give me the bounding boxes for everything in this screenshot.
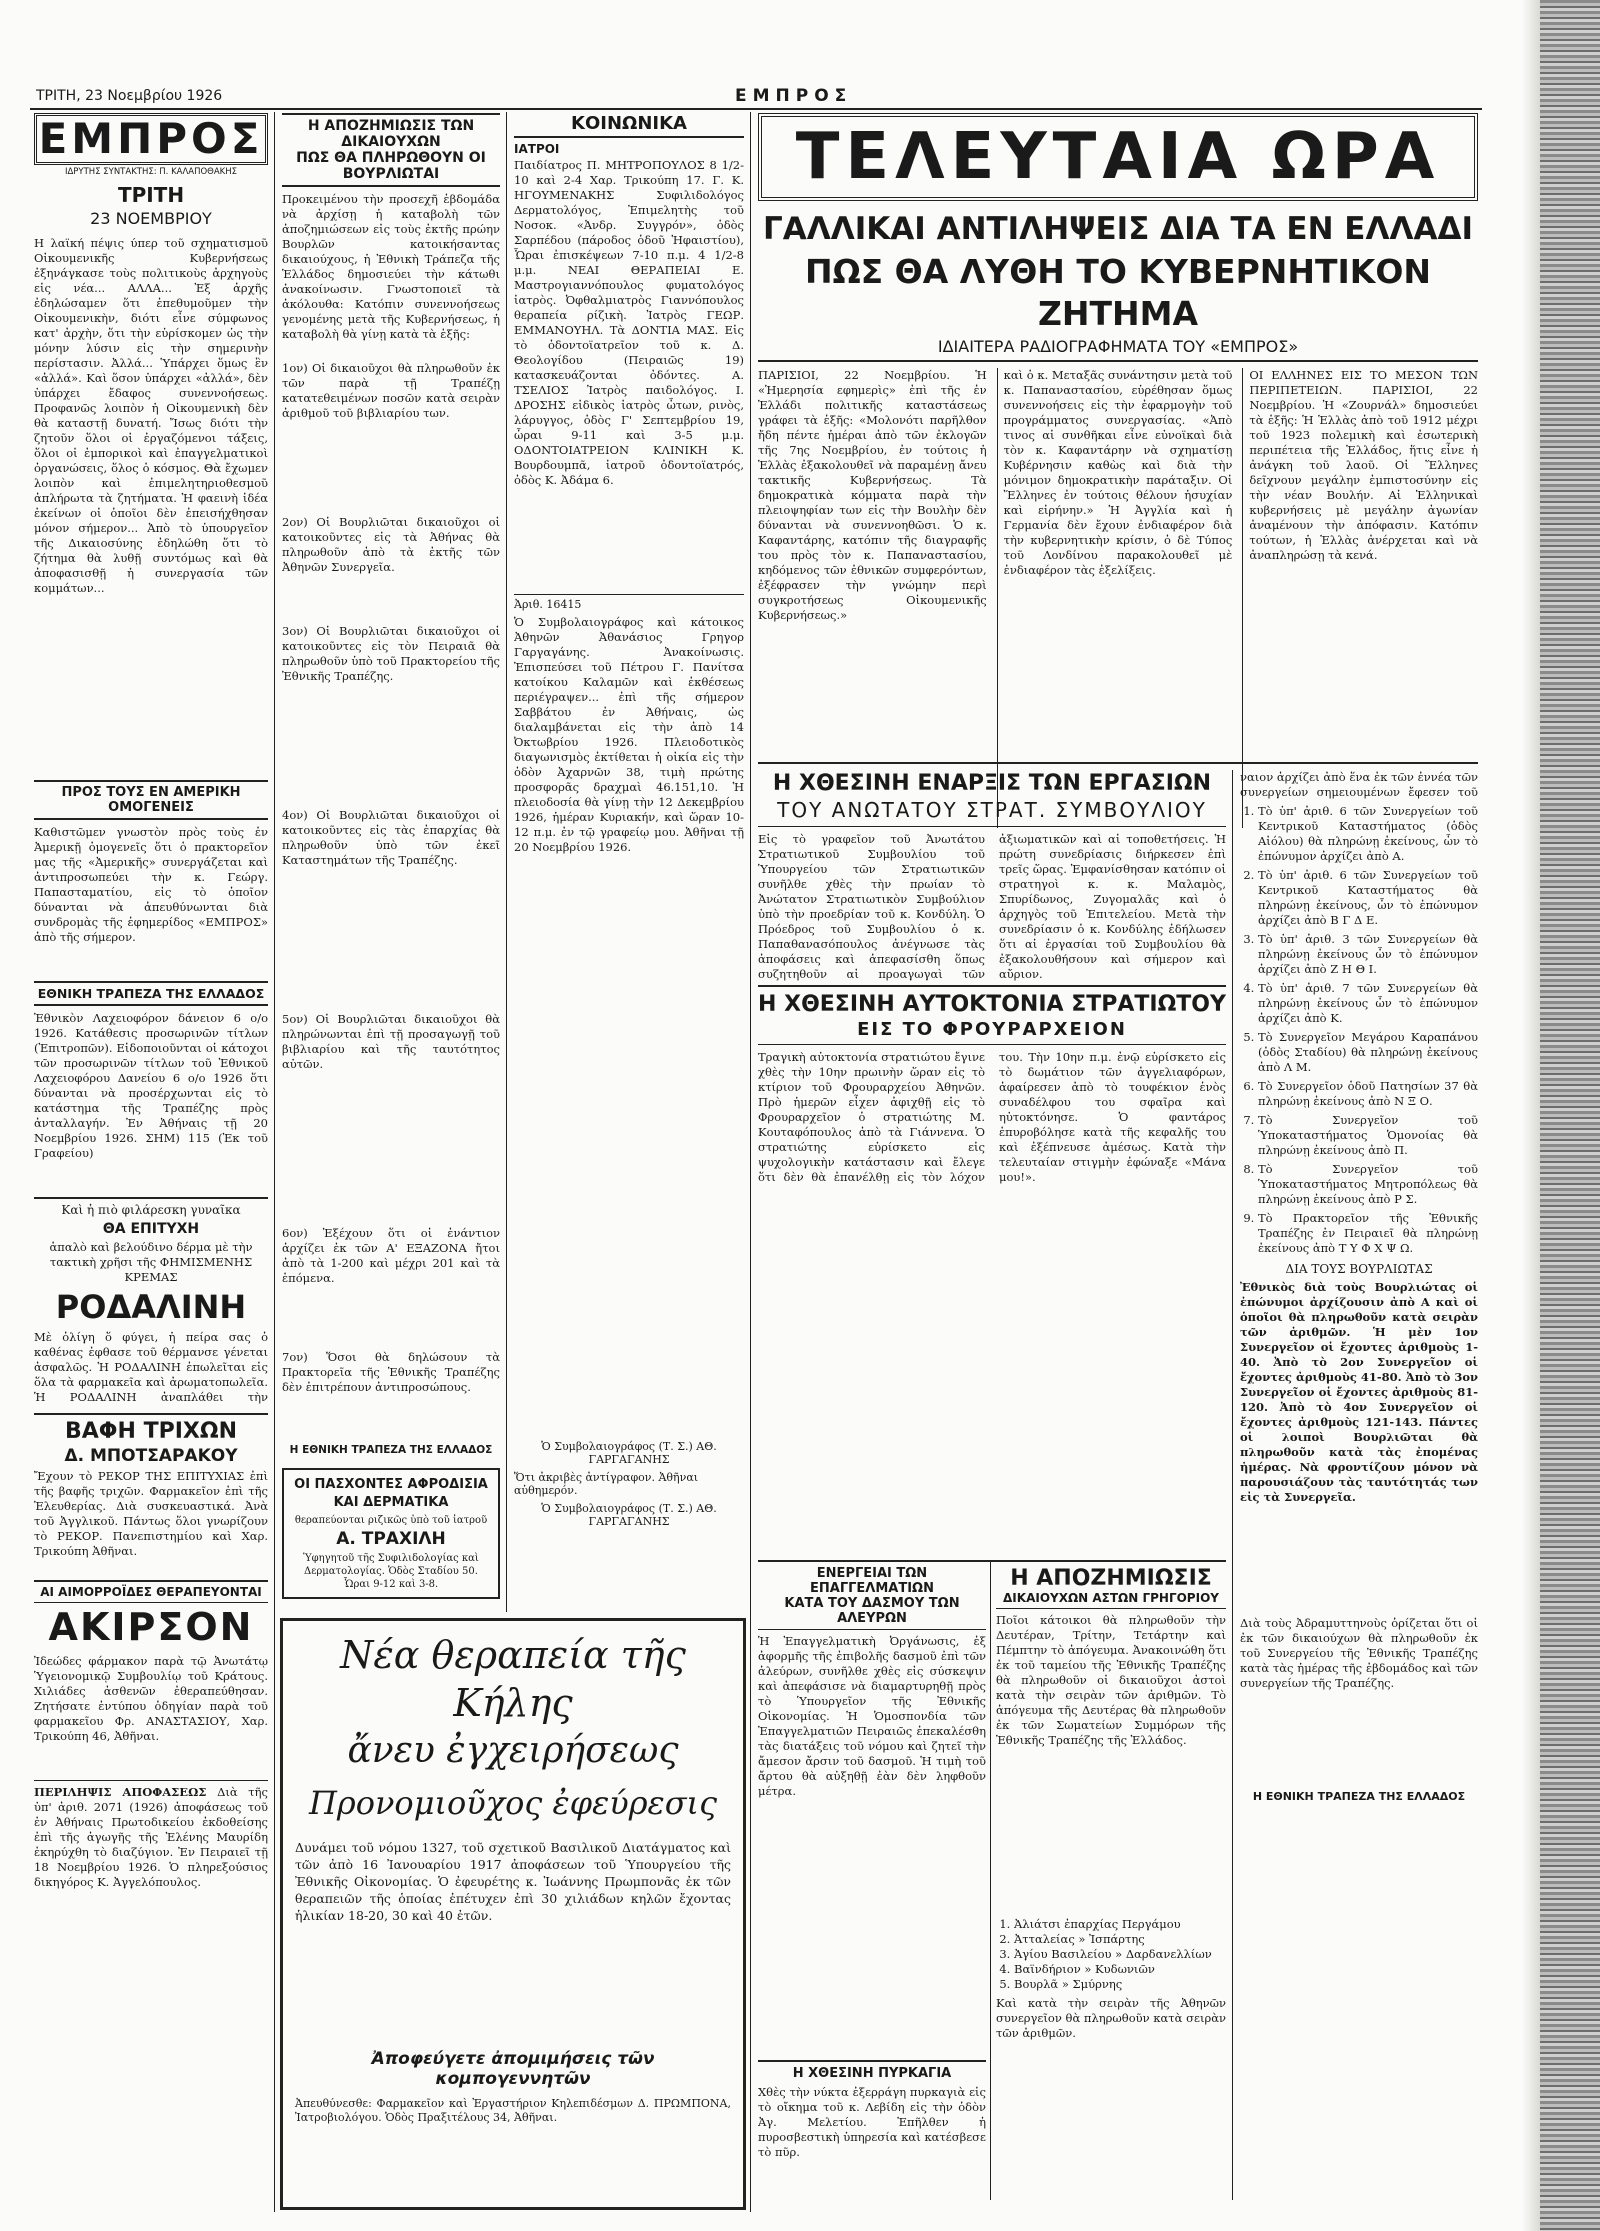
council-title: Η ΧΘΕΣΙΝΗ ΕΝΑΡΞΙΣ ΤΩΝ ΕΡΓΑΣΙΩΝ <box>772 771 1212 796</box>
court-notice <box>34 1780 268 1935</box>
compensation-title: Η ΑΠΟΖΗΜΙΩΣΙΣ <box>1010 1566 1212 1591</box>
col2-item4: 4ον) Οἱ Βουρλιῶται δικαιοῦχοι οἱ κατοικοῦντες εἰς τὰς ἐπαρχίας θὰ πληρωθοῦν ὑπὸ τῶν ἐκεῖ Καταστημάτων τῆς Τραπέζης. <box>282 808 500 867</box>
right-list <box>1240 804 1478 1256</box>
hernia-line2: ἄνευ ἐγχειρήσεως <box>347 1730 679 1771</box>
notary-sign1: Ὁ Συμβολαιογράφος (Τ. Σ.) ΑΘ. ΓΑΡΓΑΓΑΝΗΣ <box>541 1440 717 1466</box>
blood-brand: ΑΚΙΡΣΟΝ <box>48 1605 254 1649</box>
last-hour-h1: ΓΑΛΛΙΚΑΙ ΑΝΤΙΛΗΨΕΙΣ ΔΙΑ ΤΑ ΕΝ ΕΛΛΑΔΙ <box>762 211 1473 247</box>
right-body2: Διὰ τοὺς Ἀδραμυττηνοὺς ὁρίζεται ὅτι οἱ ἐκ τῶν δικαιούχων θὰ πληρωθοῦν ἐκ τοῦ Συνεργείου τῆς Ἐθνικῆς Τραπέζης κατὰ τὰς ἡμέρας τῆς ἐβδομάδος καὶ τῶν συνεργείων τῆς Τραπέζης. <box>1240 1616 1478 1690</box>
america-title: ΠΡΟΣ ΤΟΥΣ ΕΝ ΑΜΕΡΙΚΗ ΟΜΟΓΕΝΕΙΣ <box>34 780 268 820</box>
venereal-text: Ὑφηγητοῦ τῆς Συφιλιδολογίας καὶ Δερματολογίας. Ὁδὸς Σταδίου 50. Ὧραι 9-12 καὶ 3-8. <box>303 1553 479 1590</box>
right-column <box>1240 770 1478 1803</box>
venereal-name: Α. ΤΡΑΧΙΛΗ <box>336 1529 446 1549</box>
list-item: 4. Βαϊνδήριον » Κυδωνιῶν <box>1014 1962 1226 1977</box>
col2-item6: 6ον) Ἐξέχουν ὅτι οἱ ἐνάντιον ἀρχίζει ἐκ τῶν Α' ΕΞΑΖΟΝΑ ἤτοι ἀπὸ τὰ 1-200 καὶ μέχρι 201 καὶ τὰ ἑπόμενα. <box>282 1226 500 1285</box>
list-item: 6. Τὸ Συνεργεῖον ὁδοῦ Πατησίων 37 θὰ πληρώνῃ ἐκείνους ἀπὸ Ν Ξ Ο. <box>1258 1079 1478 1109</box>
col1-masthead: ΕΜΠΡΟΣ <box>34 113 268 165</box>
list-item: 1. Τὸ ὑπ' ἀριθ. 6 τῶν Συνεργείων τοῦ Κεντρικοῦ Καταστήματος (ὁδὸς Αἰόλου) θὰ πληρώνῃ ἐκείνους, ὧν τὸ ἐπώνυμον ἀρχίζει ἀπὸ Α. <box>1258 804 1478 864</box>
col1-date: 23 ΝΟΕΜΒΡΙΟΥ <box>90 209 212 228</box>
workers-body: Ἡ Ἐπαγγελματικὴ Ὀργάνωσις, ἐξ ἀφορμῆς τῆς ἐπιβολῆς δασμοῦ ἐπὶ τῶν ἀλεύρων, συνῆλθε χθὲς εἰς σύσκεψιν καὶ ἀπεφάσισε νὰ διαμαρτυρηθῇ πρὸς τὸ Ὑπουργεῖον τῆς Ἐθνικῆς Οἰκονομίας. Ἡ Ὁμοσπονδία τῶν Ἐπαγγελματιῶν Πειραιῶς ἐπεκαλέσθη τὰς διατάξεις τοῦ νόμου καὶ ζητεῖ τὴν ἄμεσον ἄρσιν τοῦ δασμοῦ. Ἡ τιμὴ τοῦ ἄρτου θὰ αὐξηθῇ ἐὰν δὲν ληφθοῦν μέτρα. <box>758 1634 986 1798</box>
col2-body1: Προκειμένου τὴν προσεχῆ ἑβδομάδα νὰ ἀρχίσῃ ἡ καταβολὴ τῶν ἀποζημιώσεων εἰς τοὺς ἐκτῆς πρώην Βουρλῶν κατοικήσαντας δικαιούχους, ἡ Ἐθνικὴ Τράπεζα τῆς Ἑλλάδος δημοσιεύει τὴν κάτωθι ἀνακοίνωσιν. Γνωστοποιεῖ τὰ ἀκόλουθα: Κατόπιν συνεννοήσεως γενομένης μετὰ τῆς Κυβερνήσεως, ἡ καταβολὴ θὰ γίνῃ κατὰ τὰ ἑξῆς: <box>282 192 500 341</box>
notary-sign2: Ὁ Συμβολαιογράφος (Τ. Σ.) ΑΘ. ΓΑΡΓΑΓΑΝΗΣ <box>541 1502 717 1528</box>
list-item: 2. Τὸ ὑπ' ἀριθ. 6 τῶν Συνεργείων τοῦ Κεντρικοῦ Καταστήματος θὰ πληρώνῃ ἐκείνους, ὧν τὸ ἐπώνυμον ἀρχίζει ἀπὸ Β Γ Δ Ε. <box>1258 868 1478 928</box>
col2-item3: 3ον) Οἱ Βουρλιῶται δικαιοῦχοι οἱ κατοικοῦντες εἰς τὸν Πειραιᾶ θὰ πληρωθοῦν ὑπὸ τοῦ Πρακτορείου τῆς Ἐθνικῆς Τραπέζης. <box>282 624 500 683</box>
list-item: 3. Τὸ ὑπ' ἀριθ. 3 τῶν Συνεργείων θὰ πληρώνῃ ἐκείνους ὧν τὸ ἐπώνυμον ἀρχίζει ἀπὸ Ζ Η Θ Ι. <box>1258 932 1478 977</box>
notice-number: Ἀριθ. 16415 <box>514 594 744 611</box>
hernia-slogan: Ἀποφεύγετε ἀπομιμήσεις τῶν κομπογεννητῶν <box>371 2049 655 2089</box>
venereal-ad <box>282 1468 500 1599</box>
right-body: Ἐθνικὸς διὰ τοὺς Βουρλιώτας οἱ ἐπώνυμοι ἀρχίζουσιν ἀπὸ Α καὶ οἱ ὁποῖοι θὰ πληρωθοῦν κατὰ σειρὰν τῶν ἀριθμῶν. Ἡ μὲν 1ον Συνεργεῖον οἱ ἔχοντες ἀριθμοὺς 1-40. Ἀπὸ τὸ 2ον Συνεργεῖον οἱ ἔχοντες ἀριθμοὺς 41-80. Ἀπὸ τὸ 3ον Συνεργεῖον οἱ ἔχοντες ἀριθμοὺς 81-120. Ἀπὸ τὸ 4ον Συνεργεῖον οἱ ἔχοντες ἀριθμοὺς 121-143. Πάντες οἱ λοιποὶ Βουρλιῶται θὰ πληρωθοῦν κατὰ τὰς ἐπομένας ἡμέρας. Νὰ φροντίζουν μόνον νὰ παρουσιάζουν τὰς ταυτότητάς των εἰς τὰ Συνεργεῖα. <box>1240 1280 1478 1504</box>
last-hour-section <box>758 113 1478 828</box>
council-sub: ΤΟΥ ΑΝΩΤΑΤΟΥ ΣΤΡΑΤ. ΣΥΜΒΟΥΛΙΟΥ <box>758 798 1226 827</box>
last-hour-h2: ΠΩΣ ΘΑ ΛΥΘΗ ΤΟ ΚΥΒΕΡΝΗΤΙΚΟΝ ΖΗΤΗΜΑ <box>804 252 1432 333</box>
compensation-section <box>996 1562 1226 2116</box>
rodalini-small: Καὶ ἡ πιὸ φιλάρεσκη γυναῖκα <box>34 1197 268 1217</box>
rodalini-success: ΘΑ ΕΠΙΤΥΧΗ <box>102 1221 200 1237</box>
right-sign: Η ΕΘΝΙΚΗ ΤΡΑΠΕΖΑ ΤΗΣ ΕΛΛΑΔΟΣ <box>1252 1790 1466 1803</box>
council-section <box>758 770 1226 1002</box>
last-hour-col-a: ΠΑΡΙΣΙΟΙ, 22 Νοεμβρίου. Ἡ «Ἡμερησία εφημερὶς» ἐπὶ τῆς ἐν Ἑλλάδι πολιτικῆς καταστάσεως γράφει τὰ ἑξῆς: «Μολονότι παρῆλθον ἤδη πέντε ἡμέραι ἀπὸ τῶν ἐκλογῶν τῆς 7ης Νοεμβρίου, ἐν τούτοις ἡ Ἑλλὰς ἐξακολουθεῖ νὰ παραμένῃ ἄνευ τακτικῆς Κυβερνήσεως. Τὰ δημοκρατικὰ κόμματα παρὰ τὴν πλειοψηφίαν των εἰς τὴν Βουλὴν δὲν δύνανται νὰ συνεννοηθῶσι. Ὁ κ. Καφαντάρης, κατόπιν τῆς διαγραφῆς του πρὸς τὸν κ. Παπαναστασίου, κηδόμενος τῶν ἐθνικῶν συμφερόντων, ἐξέφρασεν τὴν γνώμην περὶ συγκροτήσεως Οἰκουμενικῆς Κυβερνήσεως.» <box>758 368 987 622</box>
rodalini-body: ἁπαλὸ καὶ βελούδινο δέρμα μὲ τὴν τακτικὴ χρῆσι τῆς ΦΗΜΙΣΜΕΝΗΣ ΚΡΕΜΑΣ <box>49 1240 253 1284</box>
workers-section <box>758 1560 986 2175</box>
blood-title: ΑΙ ΑΙΜΟΡΡΟΪΔΕΣ ΘΕΡΑΠΕΥΟΝΤΑΙ <box>34 1580 268 1603</box>
social-title: ΚΟΙΝΩΝΙΚΑ <box>514 113 744 138</box>
col2-sign: Η ΕΘΝΙΚΗ ΤΡΑΠΕΖΑ ΤΗΣ ΕΛΛΑΔΟΣ <box>289 1444 493 1456</box>
compensation-body: Ποῖοι κάτοικοι θὰ πληρωθοῦν τὴν Δευτέραν, Τρίτην, Τετάρτην καὶ Πέμπτην τὸ ἀπόγευμα. Ἀνακοινώθη ὅτι ἐκ τοῦ ταμείου τῆς Ἐθνικῆς Τραπέζης θὰ πληρωθοῦν οἱ δικαιοῦχοι ἀστοὶ κατὰ τὴν σειρὰν τῶν ἀριθμῶν. Τὸ ἀπόγευμα τῆς Δευτέρας θὰ πληρωθοῦν ἐκ τῶν Σωματείων Συμμόρων τῆς Ἐθνικῆς Τραπέζης τῆς Ἑλλάδος. <box>996 1613 1226 1747</box>
col2-item7: 7ον) Ὅσοι θὰ δηλώσουν τὰ Πρακτορεῖα τῆς Ἐθνικῆς Τραπέζης δὲν ἐπιτρέπουν ἀντιπροσώπους. <box>282 1350 500 1394</box>
suicide-section <box>758 985 1226 1540</box>
suicide-sub: ΕΙΣ ΤΟ ΦΡΟΥΡΑΡΧΕΙΟΝ <box>758 1019 1226 1045</box>
list-item: 5. Βουρλᾶ » Σμύρνης <box>1014 1977 1226 1992</box>
compensation-sub: ΔΙΚΑΙΟΥΧΩΝ ΑΣΤΩΝ ΓΡΗΓΟΡΙΟΥ <box>996 1591 1226 1609</box>
col3 <box>514 113 744 1528</box>
right-sub: ΔΙΑ ΤΟΥΣ ΒΟΥΡΛΙΩΤΑΣ <box>1285 1262 1433 1276</box>
bank-body: Ἐθνικὸν Λαχειοφόρον δάνειον 6 ο/ο 1926. Κατάθεσις προσωρινῶν τίτλων (Ἐπιτροπῶν). Εἰδοποιοῦνται οἱ κάτοχοι τῶν προσωρινῶν τίτλων τοῦ Ἐθνικοῦ Λαχειοφόρου Δανείου 6 ο/ο 1926 ὅτι δύνανται νὰ προσέρχωνται εἰς τὸ κατάστημα τῆς Τραπέζης πρὸς ἀνταλλαγήν. Ἐν Ἀθήναις τῇ 20 Νοεμβρίου 1926. ΣΗΜ) 115 (Ἐκ τοῦ Γραφείου) <box>34 1011 268 1160</box>
list-item: 4. Τὸ ὑπ' ἀριθ. 7 τῶν Συνεργείων θὰ πληρώνῃ ἐκείνους ὧν τὸ ἐπώνυμον ἀρχίζει ἀπὸ Κ. <box>1258 981 1478 1026</box>
last-hour-h3: ΙΔΙΑΙΤΕΡΑ ΡΑΔΙΟΓΡΑΦΗΜΑΤΑ ΤΟΥ «ΕΜΠΡΟΣ» <box>758 337 1478 362</box>
blood-body: Ἰδεώδες φάρμακον παρὰ τῷ Ἀνωτάτῳ Ὑγειονομικῷ Συμβουλίῳ τοῦ Κράτους. Χιλιάδες ἀσθενῶν ἐθεραπεύθησαν. Ζητήσατε ἐντύπου ὁδηγίαν παρὰ τοῦ φαρμακεῖου Φρ. ΑΝΑΣΤΑΣΙΟΥ, Χαρ. Τρικούπη 46, Ἀθῆναι. <box>34 1654 268 1743</box>
compensation-footer: Καὶ κατὰ τὴν σειρὰν τῆς Ἀθηνῶν συνεργεῖον θὰ πληρωθοῦν κατὰ σειρὰν τῶν ἀριθμῶν. <box>996 1996 1226 2040</box>
col1-founder: ΙΔΡΥΤΗΣ ΣΥΝΤΑΚΤΗΣ: Π. ΚΑΛΑΠΟΘΑΚΗΣ <box>64 167 238 177</box>
notary-body: Ὁ Συμβολαιογράφος καὶ κάτοικος Ἀθηνῶν Ἀθανάσιος Γρηγορ Γαργαγάνης. Ἀνακοίνωσις. Ἐπισπεύσει τοῦ Πέτρου Γ. Πανίτσα κατοίκου Καλαμῶν καὶ ἐκθέσεως περιέγραψεν... ἐπὶ τῆς σήμερον Σαββάτου ἐν Ἀθήναις, ὡς διαλαμβάνεται εἰς τὴν ἀπὸ 14 Ὀκτωβρίου 1926. Πλειοδοτικὸς διαγωνισμὸς ἐκτίθεται ἡ οἰκία εἰς τὴν ὁδὸν Ἀχαρνῶν 38, τιμὴ πρώτης προσφορᾶς δραχμαὶ 46.151,10. Ἡ πλειοδοσία θὰ γίνῃ τὴν 12 Δεκεμβρίου 1926, ἡμέραν Κυριακήν, καὶ ὥραν 10-12 π.μ. ἐν τῷ γραφείῳ μου. Ἀθῆναι τῇ 20 Νοεμβρίου 1926. <box>514 615 744 854</box>
hernia-ad <box>280 1618 746 2210</box>
rodalini-brand: ΡΟΔΑΛΙΝΗ <box>55 1288 247 1326</box>
col1-editorial: Η λαϊκή πέψις ύπερ τοῦ σχηματισμοῦ Οἰκουμενικῆς Κυβερνήσεως ἐξηνάγκασε τοὺς πολιτικοὺς ἀρχηγοὺς εἰς νέα... ΑΛΛΑ... Ἐξ ἀρχῆς ἐδηλώσαμεν ὅτι ἐπεθυμοῦμεν τὴν Οἰκουμενικὴν, διότι εἶνε σύμφωνος κατ' ἀρχὴν, ὅτι τὴν εὑρίσκομεν ὡς τὴν μόνην λύσιν εἰς τὴν σημερινὴν περίστασιν. Ἀλλά... Ὑπάρχει ὅμως ἓν «ἀλλά». Καὶ ὅσον ὑπάρχει «ἀλλά», δὲν ὑπάρχει ἔδαφος συνεννοήσεως. Προφανῶς λοιπὸν ἡ Οἰκουμενικὴ δὲν θὰ καταστῇ δυνατή. Ἴσως διότι τὴν ζητοῦν ὅλοι οἱ ἐργαζόμενοι τάξεις, ὅλοι οἱ ἐμπορικοὶ καὶ ἐπαγγελματικοὶ ὀργανώσεις, ὅλος ὁ κόσμος. Θὰ ἔχωμεν λοιπὸν καὶ ἐπιμελητηριοθεσμοῦ ἀπλήρωτα τὰ ζητήματα. Ἡ φαεινὴ ἰδέα ἐκείνων οἱ ὁποῖοι δὲν ἐπεισήχθησαν μόνον σήμερον... Ἀπὸ τὸ ὑπουργεῖον τῆς Δικαιοσύνης ἐδηλώθη ὅτι τὸ ζήτημα θὰ λυθῇ συντόμως καὶ θὰ ἀποφασισθῇ ἡ συνεργασία τῶν κομμάτων... <box>34 236 268 595</box>
suicide-title: Η ΧΘΕΣΙΝΗ ΑΥΤΟΚΤΟΝΙΑ ΣΤΡΑΤΙΩΤΟΥ <box>758 992 1226 1017</box>
doctors-subtitle: ΙΑΤΡΟΙ <box>514 142 560 156</box>
last-hour-banner: ΤΕΛΕΥΤΑΙΑ ΩΡΑ <box>758 113 1478 201</box>
america-body: Καθιστῶμεν γνωστὸν πρὸς τοὺς ἐν Ἀμερικῇ ὁμογενεῖς ὅτι ὁ πρακτορεῖον μας τῆς «Ἀμερικῆς» συνεργάζεται καὶ ἀντιπροσωπεύει τὴν κ. Γεώργ. Παπασταματίου, εἰς τὸ ὁποῖον δύνανται νὰ ἀπευθύνωνται διὰ συνδρομὰς τῆς ἐφημερίδος «ΕΜΠΡΟΣ» ἀπὸ τῆς σήμερον. <box>34 825 268 944</box>
notary-copy: Ὅτι ἀκριβὲς ἀντίγραφον. Ἀθῆναι αὐθημερόν. <box>514 1471 699 1497</box>
workers-sub: ΚΑΤΑ ΤΟΥ ΔΑΣΜΟΥ ΤΩΝ ΑΛΕΥΡΩΝ <box>758 1596 986 1630</box>
list-item: 3. Ἀγίου Βασιλείου » Δαρδανελλίων <box>1014 1947 1226 1962</box>
court-title: ΠΕΡΙΛΗΨΙΣ ΑΠΟΦΑΣΕΩΣ <box>34 1785 207 1799</box>
paper-running-head: ΕΜΠΡΟΣ <box>735 86 853 106</box>
hernia-line3: Προνομιοῦχος ἐφεύρεσις <box>308 1784 717 1822</box>
col2-item2: 2ον) Οἱ Βουρλιῶται δικαιοῦχοι οἱ κατοικοῦντες εἰς τὰ Ἀθήνας θὰ πληρωθοῦν ἀπὸ τὰ ἐκτῆς τῶν Ἀθηνῶν Συνεργεῖα. <box>282 515 500 574</box>
col2-item5: 5ον) Οἱ Βουρλιῶται δικαιοῦχοι θὰ πληρώνωνται ἐπὶ τῇ προσαγωγῇ τοῦ βιβλιαρίου καὶ τῆς ταυτότητος αὐτῶν. <box>282 1012 500 1071</box>
list-item: 1. Ἀλιάτσι ἐπαρχίας Περγάμου <box>1014 1917 1226 1932</box>
list-item: 2. Ἀτταλείας » Ἰσπάρτης <box>1014 1932 1226 1947</box>
bank-title: ΕΘΝΙΚΗ ΤΡΑΠΕΖΑ ΤΗΣ ΕΛΛΑΔΟΣ <box>34 981 268 1006</box>
col1 <box>34 113 268 1935</box>
col2 <box>282 113 500 1599</box>
venereal-sub: θεραπεύονται ριζικῶς ὑπὸ τοῦ ἰατροῦ <box>294 1515 488 1526</box>
compensation-list <box>996 1917 1226 1992</box>
scan-edge <box>1540 0 1600 2231</box>
fire-body: Χθὲς τὴν νύκτα ἐξερράγη πυρκαγιὰ εἰς τὸ οἴκημα τοῦ κ. Λεβίδη εἰς τὴν ὁδὸν Ἀγ. Μελετίου. Ἐπῆλθεν ἡ πυροσβεστικὴ ὑπηρεσία καὶ κατέσβεσε τὸ πῦρ. <box>758 2085 986 2159</box>
hernia-footer: Ἀπευθύνεσθε: Φαρμακεῖον καὶ Ἐργαστήριον Κηλεπιδέσμων Δ. ΠΡΩΜΠΟΝΑ, Ἰατροβιολόγου. Ὁδὸς Πραξιτέλους 34, Ἀθῆναι. <box>295 2097 731 2124</box>
last-hour-col-c: ΟΙ ΕΛΛΗΝΕΣ ΕΙΣ ΤΟ ΜΕΣΟΝ ΤΩΝ ΠΕΡΙΠΕΤΕΙΩΝ. ΠΑΡΙΣΙΟΙ, 22 Νοεμβρίου. Ἡ «Ζουρνάλ» δημοσιεύει τὰ ἑξῆς: Ἡ Ἑλλὰς ἀπὸ τοῦ 1912 μέχρι τοῦ 1923 πολεμικὴ καὶ ἐσωτερικὴ περιπέτεια τῆς Ἑλλάδος, ἥτις εἶνε ἡ ἀνάγκη τοῦ λαοῦ. Οἱ Ἕλληνες δεῖχνουν μεγάλην ἐμπιστοσύνην εἰς τὴν νέαν Βουλήν. Αἱ Ἑλληνικαὶ κυβερνήσεις μὲ μεγάλην ἀγωνίαν ἀναμένουν τὴν ἀπόφασιν. Κατόπιν τούτων, ἡ Ἑλλὰς ἀνέρχεται καὶ νὰ ἀναπληρώσῃ τὰ κενά. <box>1242 368 1478 828</box>
list-item: 7. Τὸ Συνεργεῖον τοῦ Ὑποκαταστήματος Ὁμονοίας θὰ πληρώνῃ ἐκείνους ἀπὸ Π. <box>1258 1113 1478 1158</box>
right-intro: ναιον ἀρχίζει ἀπὸ ἕνα ἐκ τῶν ἐννέα τῶν συνεργείων σημειουμένων ἔφεσεν τοῦ <box>1240 770 1478 799</box>
workers-title: ΕΝΕΡΓΕΙΑΙ ΤΩΝ ΕΠΑΓΓΕΛΜΑΤΙΩΝ <box>810 1566 934 1596</box>
hernia-body: Δυνάμει τοῦ νόμου 1327, τοῦ σχετικοῦ Βασιλικοῦ Διατάγματος καὶ τῶν ἀπὸ 16 Ἰανουαρίου 1917 ἀποφάσεων τοῦ Ὑπουργείου τῆς Ἐθνικῆς Οἰκονομίας. Ὁ ἐφευρέτης κ. Ἰωάννης Πρωμπονᾶς ἐκ τῶν θεραπειῶν τῆς ὁποίας ἐπέτυχεν ἐπὶ 30 χιλιάδων κηλῶν ἔχοντας ἡλικίαν 18-20, 30 καὶ 40 ἐτῶν. <box>295 1840 731 1923</box>
suicide-body: Τραγικὴ αὐτοκτονία στρατιώτου ἔγινε χθὲς τὴν 10ην πρωινὴν ὥραν εἰς τὸ κτίριον τοῦ Φρουραρχείου Ἀθηνῶν. Πρὸ ἡμερῶν εἶχεν ἀφιχθῇ εἰς τὸ Φρουραρχεῖον ὁ στρατιώτης Μ. Κουταφόπουλος ἀπὸ τὰ Γιάννενα. Ὁ στρατιώτης εὑρίσκετο εἰς ψυχολογικὴν κατάστασιν καὶ ἔλεγε ὅτι δὲν θὰ ἐπανέλθῃ εἰς τὸν λόχον του. Τὴν 10ην π.μ. ἐνῷ εὑρίσκετο εἰς τὸ δωμάτιον τῶν ἀγγελιαφόρων, ἀφαίρεσεν ἀπὸ τὸ τουφέκιον ἑνὸς συναδέλφου του σφαῖρα καὶ ηὐτοκτόνησε. Ὁ φαντάρος ἐπυροβόλησε κατὰ τῆς κεφαλῆς του καὶ ἐξέπνευσε ἀμέσως. Κατὰ τὴν τελευταίαν στιγμὴν ἐφώναξε «Μάνα μου!». <box>758 1050 1226 1184</box>
hernia-line1: Νέα θεραπεία τῆς Κήλης <box>340 1633 686 1725</box>
col2-title-1: Η ΑΠΟΖΗΜΙΩΣΙΣ ΤΩΝ ΔΙΚΑΙΟΥΧΩΝ <box>282 113 500 150</box>
last-hour-col-b: καὶ ὁ κ. Μεταξᾶς συνάντησιν μετὰ τοῦ κ. Παπαναστασίου, εὑρέθησαν ὅμως συνεννοήσεις εἰς τὴν ἐφαρμογὴν τοῦ προγράμματος συνεργασίας. «Ἀπὸ τινος αἱ συνθῆκαι εἶνε εὐνοϊκαὶ διὰ τὸν κ. Καφαντάρην νὰ σχηματίσῃ Κυβέρνησιν καθὼς καὶ διὰ τὴν μόνιμον δημοκρατικὴν παράταξιν. Οἱ Ἕλληνες ἐν τούτοις θέλουν ἡσυχίαν καὶ εἰρήνην.» Ἡ Ἀγγλία καὶ ἡ Γερμανία δὲν ἔχουν ἐνδιαφέρον διὰ τὴν κυβερνητικὴν κρίσιν, ὁ δὲ Τύπος τοῦ Λονδίνου παρακολουθεῖ μὲ ἐνδιαφέρον τὰς ἐξελίξεις. <box>997 368 1233 828</box>
scan-shadow <box>1522 0 1540 2231</box>
list-item: 9. Τὸ Πρακτορεῖον τῆς Ἐθνικῆς Τραπέζης ἐν Πειραιεῖ θὰ πληρώνῃ ἐκείνους ἀπὸ Τ Υ Φ Χ Ψ Ω. <box>1258 1211 1478 1256</box>
list-item: 8. Τὸ Συνεργεῖον τοῦ Ὑποκαταστήματος Μητροπόλεως θὰ πληρώνῃ ἐκείνους ἀπὸ Ρ Σ. <box>1258 1162 1478 1207</box>
hair-title: ΒΑΦΗ ΤΡΙΧΩΝ <box>34 1413 268 1444</box>
col2-item1: 1ον) Οἱ δικαιοῦχοι θὰ πληρωθοῦν ἐκ τῶν παρὰ τῇ Τραπέζῃ κατατεθειμένων ποσῶν κατὰ σειρὰν ἀριθμοῦ τοῦ βιβλιαρίου των. <box>282 361 500 420</box>
rodalini-text: Μὲ ὀλίγη ὅ φύγει, ἡ πείρα σας ὁ καθένας ἐφθασε τοῦ θέρμανσε γένεται ἀσφαλῶς. Ἡ ΡΟΔΑΛΙΝΗ ἐπωλεῖται εἰς ὅλα τὰ φαρμακεῖα καὶ ἀρωματοπωλεῖα. Ἡ ΡΟΔΑΛΙΝΗ ἀναπλάθει τὴν <box>34 1330 268 1404</box>
hair-body: Ἔχουν τὸ ΡΕΚΟΡ ΤΗΣ ΕΠΙΤΥΧΙΑΣ ἐπὶ τῆς βαφῆς τριχῶν. Φαρμακεῖον ἐπὶ τῆς Ἐλευθερίας. Διὰ συσκευαστικά. Ἀνὰ τοῦ Ἀγγλικοῦ. Πάντως ὅλοι γνωρίζουν τὸ ΡΕΚΟΡ. Πανεπιστημίου καὶ Χαρ. Τρικούπη Ἀθῆναι. <box>34 1469 268 1558</box>
doctors-body: Παιδίατρος Π. ΜΗΤΡΟΠΟΥΛΟΣ 8 1/2-10 καὶ 2-4 Χαρ. Τρικούπη 17. Γ. Κ. ΗΓΟΥΜΕΝΑΚΗΣ Συφιλιδολόγος Δερματολόγος, Ἐπιμελητὴς τοῦ Νοσοκ. «Ἀνδρ. Συγγρόν», ὁδὸς Σαρπέδου (πάροδος ὁδοῦ Ἡφαιστίου), Ὧραι ἐπισκέψεων 7-10 π.μ. 4 1/2-8 μ.μ. ΝΕΑΙ ΘΕΡΑΠΕΙΑΙ Ε. Μαστρογιαννόπουλος φυματολόγος ἰατρὸς. Ὀφθαλμιατρὸς Γιαννόπουλος θεραπεία ρίζικὴ. Ἰατρὸς ΓΕΩΡ. ΕΜΜΑΝΟΥΗΛ. Τὰ ΔΟΝΤΙΑ ΜΑΣ. Εἰς τὸ ὀδοντοϊατρεῖον τοῦ κ. Δ. Θεολογίδου (Πειραιῶς 19) κατασκευάζονται ὀδόντες. Α. ΤΣΕΛΙΟΣ Ἰατρὸς παιδολόγος. Ι. ΔΡΟΣΗΣ εἰδικὸς ἰατρὸς ὦτων, ρινὸς, λάρυγγος, ὁδὸς Γ' Σεπτεμβρίου 19, ὧραι 9-11 καὶ 3-5 μ.μ. ΟΔΟΝΤΟΙΑΤΡΕΙΟΝ ΚΛΙΝΙΚΗ Κ. Βουρδουμπᾶ, ἰατροῦ ὀδοντοϊατρός, ὁδὸς Κ. Ἀδάμα 6. <box>514 158 744 487</box>
col2-title-2: ΠΩΣ ΘΑ ΠΛΗΡΩΘΟΥΝ ΟΙ ΒΟΥΡΛΙΩΤΑΙ <box>282 150 500 187</box>
hair-name: Δ. ΜΠΟΤΣΑΡΑΚΟΥ <box>64 1446 238 1466</box>
list-item: 5. Τὸ Συνεργεῖον Μεγάρου Καραπάνου (ὁδὸς Σταδίου) θὰ πληρώνῃ ἐκείνους ἀπὸ Λ Μ. <box>1258 1030 1478 1075</box>
date-line: ΤΡΙΤΗ, 23 Νοεμβρίου 1926 <box>36 88 223 104</box>
fire-title: Η ΧΘΕΣΙΝΗ ΠΥΡΚΑΓΙΑ <box>758 2060 986 2081</box>
col1-day: ΤΡΙΤΗ <box>117 183 185 207</box>
venereal-title: ΟΙ ΠΑΣΧΟΝΤΕΣ ΑΦΡΟΔΙΣΙΑ ΚΑΙ ΔΕΡΜΑΤΙΚΑ <box>294 1477 488 1510</box>
court-body: Διὰ τῆς ὑπ' ἀριθ. 2071 (1926) ἀποφάσεως τοῦ ἐν Ἀθήναις Πρωτοδικείου ἐκδοθείσης ἐπὶ τῆς ἀγωγῆς τῆς Ἑλένης Μαυρίδη ἐκηρύχθη τὸ διαζύγιον. Ἐν Πειραιεῖ τῇ 18 Νοεμβρίου 1926. Ὁ πληρεξούσιος δικηγόρος Κ. Ἀγγελόπουλος. <box>34 1785 268 1889</box>
council-body: Εἰς τὸ γραφεῖον τοῦ Ἀνωτάτου Στρατιωτικοῦ Συμβουλίου τοῦ Ὑπουργείου τῶν Στρατιωτικῶν συνῆλθε χθὲς τὴν πρωίαν τὸ Ἀνώτατον Στρατιωτικὸν Συμβούλιον ὑπὸ τὴν προεδρίαν τοῦ κ. Κονδύλη. Ὁ Πρόεδρος τοῦ Συμβουλίου ὁ κ. Παπαθανασόπουλος ἀνέγνωσε τὰς ἀποφάσεις καὶ ἀπεφασίσθη ὅπως συζητηθοῦν αἱ προαγωγαὶ τῶν ἀξιωματικῶν καὶ αἱ τοποθετήσεις. Ἡ πρώτη συνεδρίασις διήρκεσεν ἐπὶ τρεῖς ὥρας. Ἐμφανίσθησαν κατόπιν οἱ στρατηγοὶ κ. κ. Μαλαμὸς, Σπυρίδωνος, Ζυγομαλᾶς καὶ ὁ ἀρχηγὸς τοῦ Ἐπιτελείου. Μετὰ τὴν συνεδρίασιν ὁ κ. Κονδύλης ἐδήλωσεν ὅτι αἱ ἐργασίαι τοῦ Συμβουλίου θὰ ἐξακολουθήσουν καὶ σήμερον καὶ αὔριον. <box>758 832 1226 981</box>
